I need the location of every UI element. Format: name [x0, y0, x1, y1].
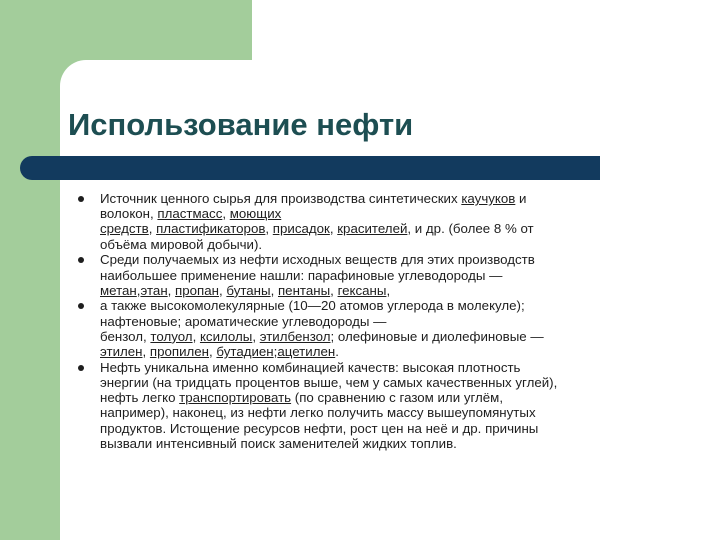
bullet-item [78, 191, 658, 252]
term-link[interactable]: красителей [337, 221, 408, 237]
bullet-dot-icon [78, 303, 84, 309]
bullet-text-line [100, 221, 658, 236]
bullet-text-line [100, 344, 658, 359]
bullet-text-line [100, 237, 658, 252]
title-underline-bar [20, 156, 600, 180]
text-run: бензол, [100, 328, 151, 344]
term-link[interactable]: средств [100, 221, 149, 237]
text-run: объёма мировой добычи). [100, 236, 263, 252]
bullet-text-line [100, 314, 658, 329]
term-link[interactable]: пропан [175, 282, 219, 298]
bullet-dot-icon [78, 257, 84, 263]
text-run: продуктов. Истощение ресурсов нефти, рост цен на неё и др. причины [100, 420, 539, 436]
text-run: ; [273, 344, 278, 360]
term-link[interactable]: этилбензол [259, 328, 331, 344]
term-link[interactable]: пентаны [277, 282, 331, 298]
bullet-text-line [100, 298, 658, 313]
bullet-list [78, 191, 658, 451]
text-run: например), наконец, из нефти легко получить массу вышеупомянутых [100, 405, 536, 421]
text-run: , [222, 206, 230, 222]
bullet-text-line [100, 360, 658, 375]
text-run: , [386, 282, 391, 298]
term-link[interactable]: ацетилен [277, 344, 336, 360]
term-link[interactable]: толуол [150, 328, 193, 344]
slide-title: Использование нефти [68, 107, 414, 142]
bullet-item [78, 360, 658, 451]
text-run: ; олефиновые и диолефиновые — [330, 328, 544, 344]
text-run: . [335, 344, 339, 360]
bullet-dot-icon [78, 196, 84, 202]
bullet-text-line [100, 329, 658, 344]
text-run: , [270, 282, 278, 298]
term-link[interactable]: пластмасс [157, 206, 223, 222]
term-link[interactable]: моющих [229, 206, 282, 222]
text-run: , [209, 344, 217, 360]
bullet-text-line [100, 283, 658, 298]
term-link[interactable]: этан [140, 282, 168, 298]
term-link[interactable]: каучуков [461, 191, 516, 206]
text-run: (по сравнению с газом или углём, [291, 390, 504, 406]
text-run: нафтеновые; ароматические углеводороды — [100, 313, 387, 329]
bullet-text-line [100, 191, 658, 206]
bullet-text-line [100, 436, 658, 451]
text-run: волокон, [100, 206, 158, 222]
text-run: , [192, 328, 200, 344]
term-link[interactable]: пластификаторов [156, 221, 266, 237]
term-link[interactable]: присадок [272, 221, 330, 237]
text-run: , [142, 344, 150, 360]
text-run: Нефть уникальна именно комбинацией качеств: высокая плотность [100, 359, 521, 375]
bullet-text-line [100, 390, 658, 405]
text-run: , и др. (более 8 % от [407, 221, 534, 237]
bullet-text-line [100, 405, 658, 420]
bullet-text-line [100, 421, 658, 436]
term-link[interactable]: ксилолы [199, 328, 253, 344]
bullet-item [78, 298, 658, 359]
text-run: и [515, 191, 527, 206]
bullet-text-line [100, 206, 658, 221]
term-link[interactable]: гексаны [337, 282, 387, 298]
text-run: , [218, 282, 227, 298]
text-run: , [329, 221, 338, 237]
text-run: , [167, 282, 176, 298]
text-run: , [136, 282, 141, 298]
term-link[interactable]: пропилен [149, 344, 210, 360]
term-link[interactable]: этилен [100, 344, 143, 360]
bullet-text-line [100, 375, 658, 390]
text-run: вызвали интенсивный поиск заменителей жидких топлив. [100, 435, 457, 451]
text-run: , [265, 221, 273, 237]
text-run: наибольшее применение нашли: парафиновые углеводороды — [100, 267, 503, 283]
text-run: энергии (на тридцать процентов выше, чем у самых качественных углей), [100, 374, 558, 390]
bullet-item [78, 252, 658, 298]
text-run: , [148, 221, 157, 237]
text-run: а также высокомолекулярные (10—20 атомов углерода в молекуле); [100, 298, 525, 314]
text-run: , [252, 328, 260, 344]
term-link[interactable]: бутадиен [216, 344, 274, 360]
term-link[interactable]: транспортировать [179, 390, 292, 406]
text-run: Среди получаемых из нефти исходных веществ для этих производств [100, 252, 535, 268]
decorative-green-strip [0, 0, 60, 540]
bullet-text-line [100, 252, 658, 267]
bullet-text-line [100, 268, 658, 283]
term-link[interactable]: метан [100, 282, 137, 298]
text-run: нефть легко [100, 390, 180, 406]
text-run: , [330, 282, 338, 298]
text-run: Источник ценного сырья для производства синтетических [100, 191, 462, 206]
term-link[interactable]: бутаны [226, 282, 271, 298]
bullet-dot-icon [78, 365, 84, 371]
